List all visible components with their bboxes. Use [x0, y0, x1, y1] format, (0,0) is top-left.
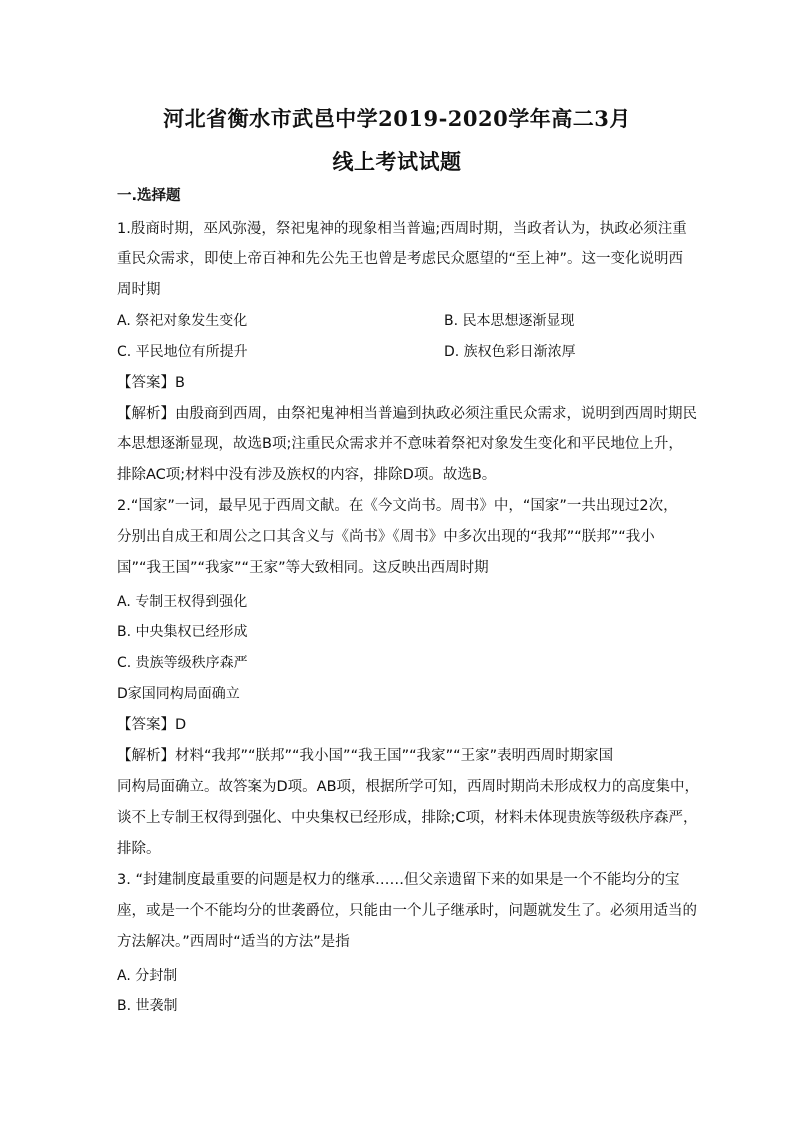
q2-option-b: B. 中央集权已经形成	[117, 624, 248, 640]
q2-answer: 【答案】D	[117, 717, 187, 733]
document-title-line1: 河北省衡水市武邑中学2019-2020学年高二3月	[163, 106, 631, 131]
q1-answer: 【答案】B	[117, 375, 185, 391]
q2-analysis-line3: 谈不上专制王权得到强化、中央集权已经形成，排除;C项，材料未体现贵族等级秩序森严，	[117, 810, 698, 826]
q3-stem-line1: 3. “封建制度最重要的问题是权力的继承……但父亲遗留下来的如果是一个不能均分的宝	[117, 872, 680, 888]
q2-analysis-line2: 同构局面确立。故答案为D项。AB项，根据所学可知，西周时期尚未形成权力的高度集中，	[117, 779, 700, 795]
q1-option-c: C. 平民地位有所提升	[117, 344, 248, 360]
q1-stem-line2: 重民众需求，即使上帝百神和先公先王也曾是考虑民众愿望的“至上神”。这一变化说明西	[117, 251, 684, 267]
q3-option-a: A. 分封制	[117, 968, 178, 984]
q1-option-d: D. 族权色彩日渐浓厚	[444, 344, 576, 360]
q3-stem-line3: 方法解决。”西周时“适当的方法”是指	[117, 934, 350, 950]
q1-stem-line3: 周时期	[117, 282, 161, 298]
document-title-line2: 线上考试试题	[332, 149, 462, 174]
q2-option-c: C. 贵族等级秩序森严	[117, 655, 248, 671]
q1-analysis-line1: 【解析】由殷商到西周，由祭祀鬼神相当普遍到执政必须注重民众需求，说明到西周时期民	[117, 406, 697, 422]
q2-stem-line3: 国”“我王国”“我家”“王家”等大致相同。这反映出西周时期	[117, 560, 489, 576]
q1-stem-line1: 1.殷商时期，巫风弥漫，祭祀鬼神的现象相当普遍;西周时期，当政者认为，执政必须注重	[117, 221, 687, 237]
q2-analysis-line1: 【解析】材料“我邦”“朕邦”“我小国”“我王国”“我家”“王家”表明西周时期家国	[117, 748, 614, 764]
q1-option-b: B. 民本思想逐渐显现	[444, 313, 575, 329]
q3-option-b: B. 世袭制	[117, 998, 178, 1014]
q2-stem-line2: 分别出自成王和周公之口其含义与《尚书》《周书》中多次出现的“我邦”“朕邦”“我小	[117, 529, 655, 545]
q2-option-d: D家国同构局面确立	[117, 686, 240, 702]
q2-option-a: A. 专制王权得到强化	[117, 594, 248, 610]
q3-stem-line2: 座，或是一个不能均分的世袭爵位，只能由一个儿子继承时，问题就发生了。必须用适当的	[117, 903, 697, 919]
q2-stem-line1: 2.“国家”一词，最早见于西周文献。在《今文尚书。周书》中，“国家”一共出现过2次，	[117, 498, 678, 514]
q1-option-a: A. 祭祀对象发生变化	[117, 313, 248, 329]
q2-analysis-line4: 排除。	[117, 841, 161, 857]
q1-analysis-line3: 排除AC项;材料中没有涉及族权的内容，排除D项。故选B。	[117, 467, 497, 483]
section-heading: 一.选择题	[117, 188, 181, 204]
q1-analysis-line2: 本思想逐渐显现，故选B项;注重民众需求并不意味着祭祀对象发生变化和平民地位上升，	[117, 436, 683, 452]
